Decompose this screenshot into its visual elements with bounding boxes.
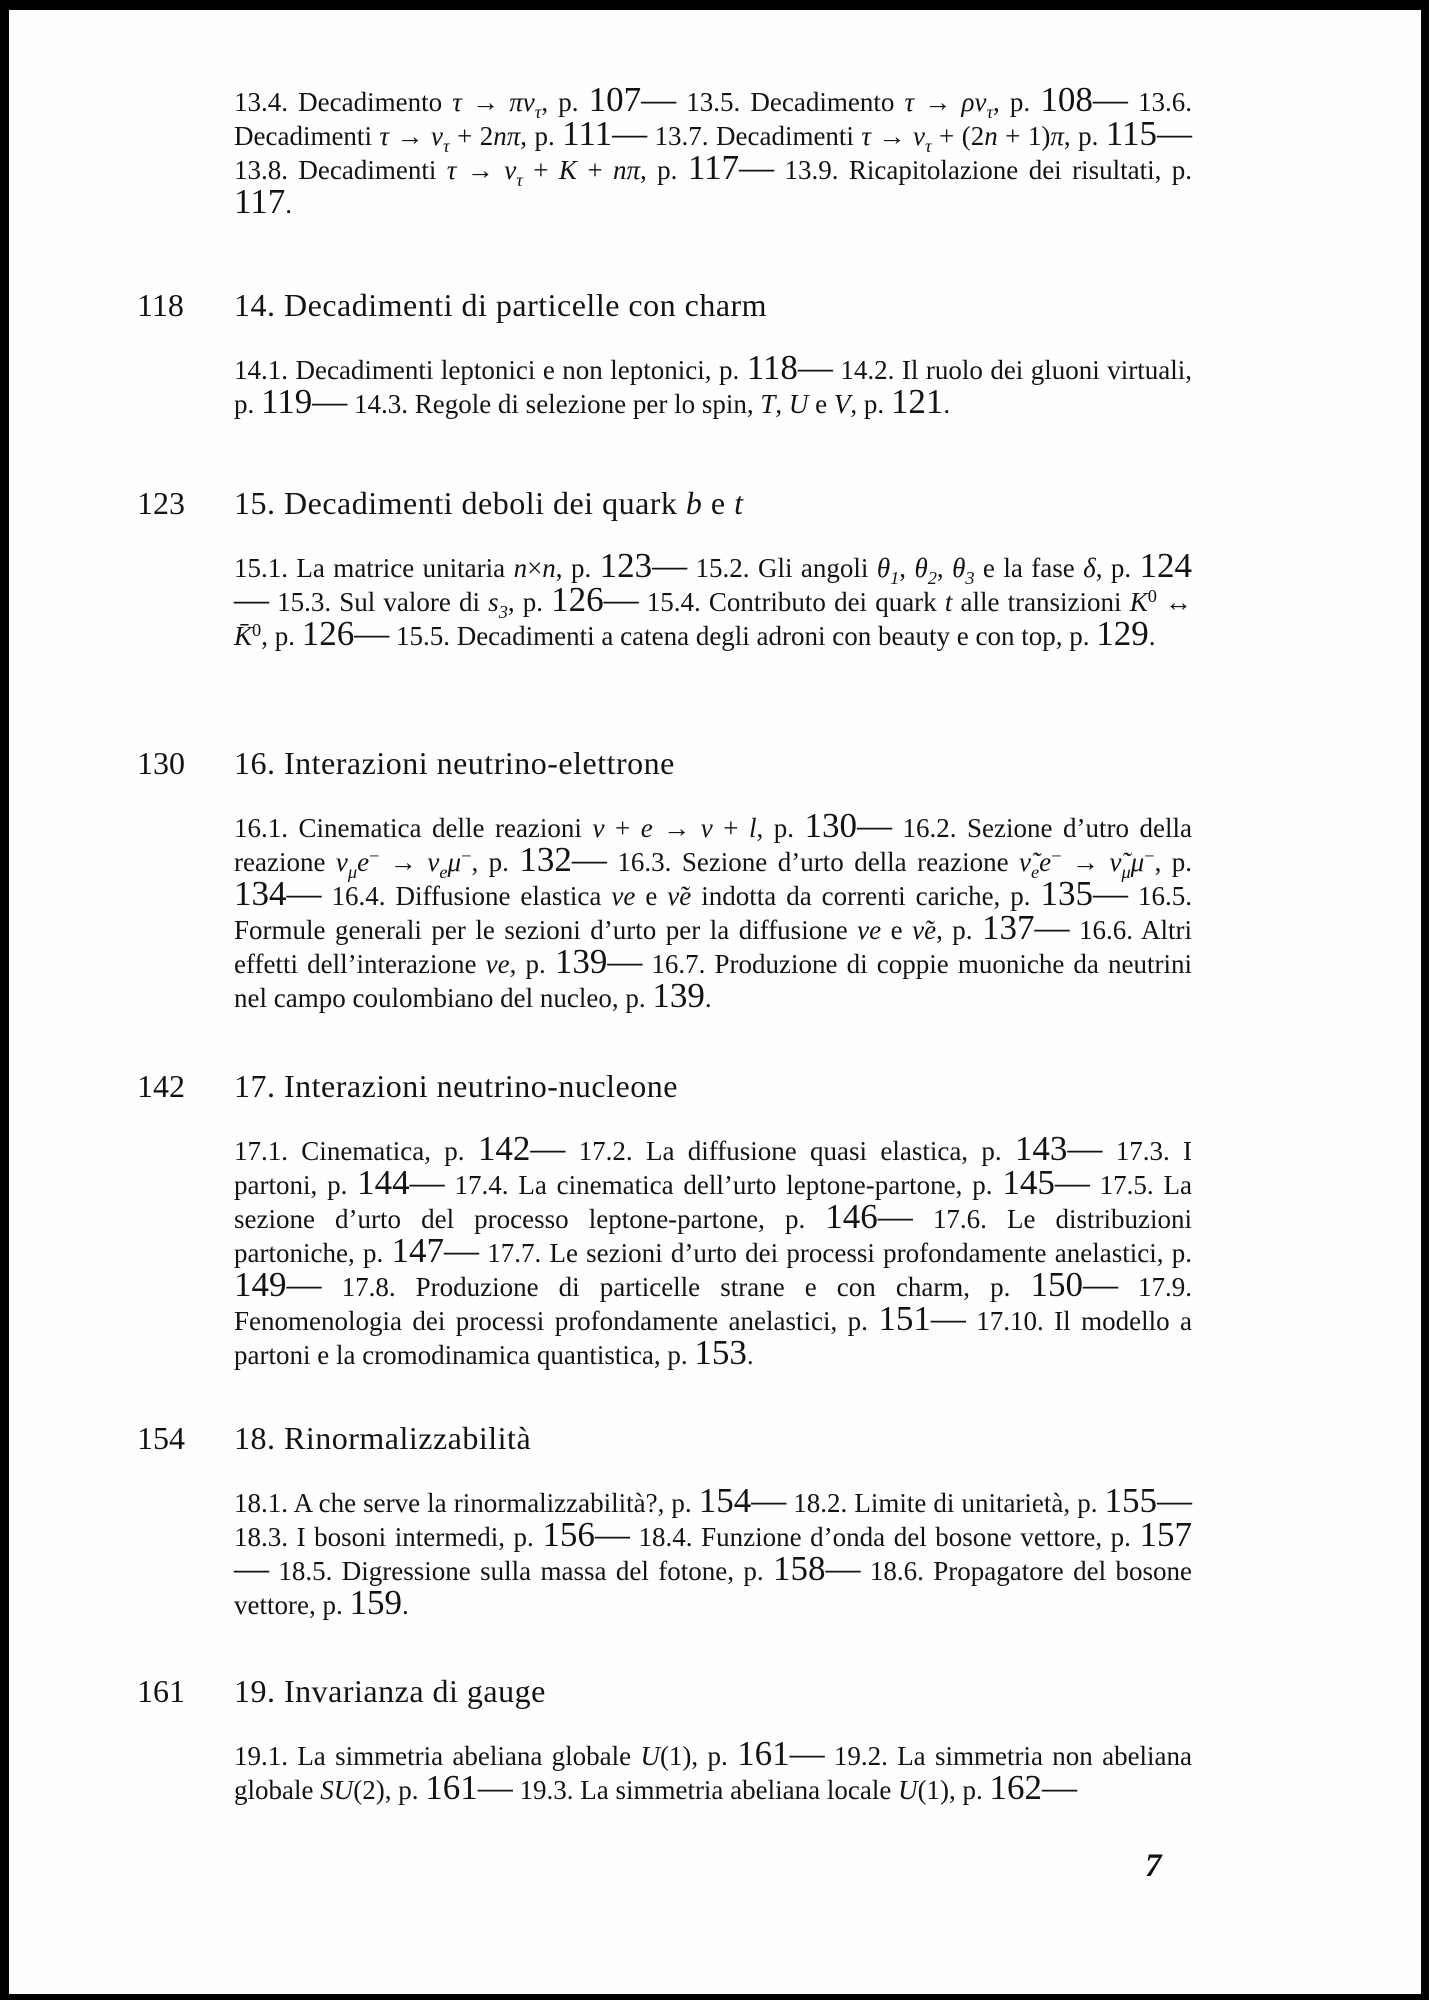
section-body: 15.1. La matrice unitaria n×n, p. 123— 15.2. Gli angoli $\theta_1$, $\theta_2$, $\theta_3$ e la fase δ, p. 124— 15.3. Sul valore di $s_3$, p. 126— 15.4. Contributo dei quark t alle transizioni $K^0$ ↔ K̄$^0$, p. 126— 15.5. Decadimenti a catena degli adroni con beauty e con top, p. 129. xyxy=(234,546,1193,653)
section-body: 17.1. Cinematica, p. 142— 17.2. La diffusione quasi elastica, p. 143— 17.3. I partoni, p. 144— 17.4. La cinematica dell’urto leptone-partone, p. 145— 17.5. La sezione d’urto del processo leptone-partone, p. 146— 17.6. Le distribuzioni partoniche, p. 147— 17.7. Le sezioni d’urto dei processi profondamente anelastici, p. 149— 17.8. Produzione di particelle strane e con charm, p. 150— 17.9. Fenomenologia dei processi profondamente anelastici, p. 151— 17.10. Il modello a partoni e la cromodinamica quantistica, p. 153. xyxy=(234,1129,1193,1372)
section-title: 14. Decadimenti di particelle con charm xyxy=(234,287,768,323)
section-title: 15. Decadimenti deboli dei quark b e t xyxy=(234,485,744,521)
section-start-page: 123 xyxy=(137,485,185,521)
section-body: 19.1. La simmetria abeliana globale U(1), p. 161— 19.2. La simmetria non abeliana globale SU(2), p. 161— 19.3. La simmetria abeliana locale U(1), p. 162— xyxy=(234,1734,1193,1807)
section-title: 16. Interazioni neutrino-elettrone xyxy=(234,745,675,781)
section-start-page: 142 xyxy=(137,1068,185,1104)
page-folio: 7 xyxy=(1145,1848,1162,1884)
section-title: 19. Invarianza di gauge xyxy=(234,1673,546,1709)
chapter-13-continuation-paragraph: 13.4. Decadimento $\tau \to \pi\nu_\tau$, p. 107— 13.5. Decadimento $\tau \to \rho\nu_\tau$, p. 108— 13.6. Decadimenti $\tau \to \nu_\tau + 2n\pi$, p. 111— 13.7. Decadimenti $\tau \to \nu_\tau + (2n + 1)\pi$, p. 115— 13.8. Decadimenti $\tau \to \nu_\tau + K + n\pi$, p. 117— 13.9. Ricapitolazione dei risultati, p. 117. xyxy=(234,80,1192,221)
paper xyxy=(9,10,1421,1994)
toc-section-16 xyxy=(9,743,1421,1015)
section-title: 18. Rinormalizzabilità xyxy=(234,1420,532,1456)
section-body: 14.1. Decadimenti leptonici e non leptonici, p. 118— 14.2. Il ruolo dei gluoni virtuali, p. 119— 14.3. Regole di selezione per lo spin, T, U e V, p. 121. xyxy=(234,348,1192,421)
section-start-page: 118 xyxy=(137,287,184,323)
section-start-page: 161 xyxy=(137,1673,185,1709)
toc-section-17 xyxy=(9,1066,1421,1372)
section-start-page: 130 xyxy=(137,745,185,781)
toc-section-19 xyxy=(9,1671,1421,1807)
section-body: 16.1. Cinematica delle reazioni ν + e → ν + l, p. 130— 16.2. Sezione d’utro della reazione $\nu_\mu e^- \to \nu_e\mu^-$, p. 132— 16.3. Sezione d’urto della reazione $\nũ_ee^-$ → $\nũ_\mu\mu^-$, p. 134— 16.4. Diffusione elastica νe e ν̃e indotta da correnti cariche, p. 135— 16.5. Formule generali per le sezioni d’urto per la diffusione νe e ν̃e, p. 137— 16.6. Altri effetti dell’interazione νe, p. 139— 16.7. Produzione di coppie muoniche da neutrini nel campo coulombiano del nucleo, p. 139. xyxy=(234,806,1193,1015)
toc-section-15 xyxy=(9,483,1421,653)
section-title: 17. Interazioni neutrino-nucleone xyxy=(234,1068,678,1104)
section-body: 18.1. A che serve la rinormalizzabilità?, p. 154— 18.2. Limite di unitarietà, p. 155— 18.3. I bosoni intermedi, p. 156— 18.4. Funzione d’onda del bosone vettore, p. 157— 18.5. Digressione sulla massa del fotone, p. 158— 18.6. Propagatore del bosone vettore, p. 159. xyxy=(234,1481,1192,1622)
toc-section-14 xyxy=(9,285,1421,421)
toc-section-18 xyxy=(9,1418,1421,1622)
section-start-page: 154 xyxy=(137,1420,185,1456)
